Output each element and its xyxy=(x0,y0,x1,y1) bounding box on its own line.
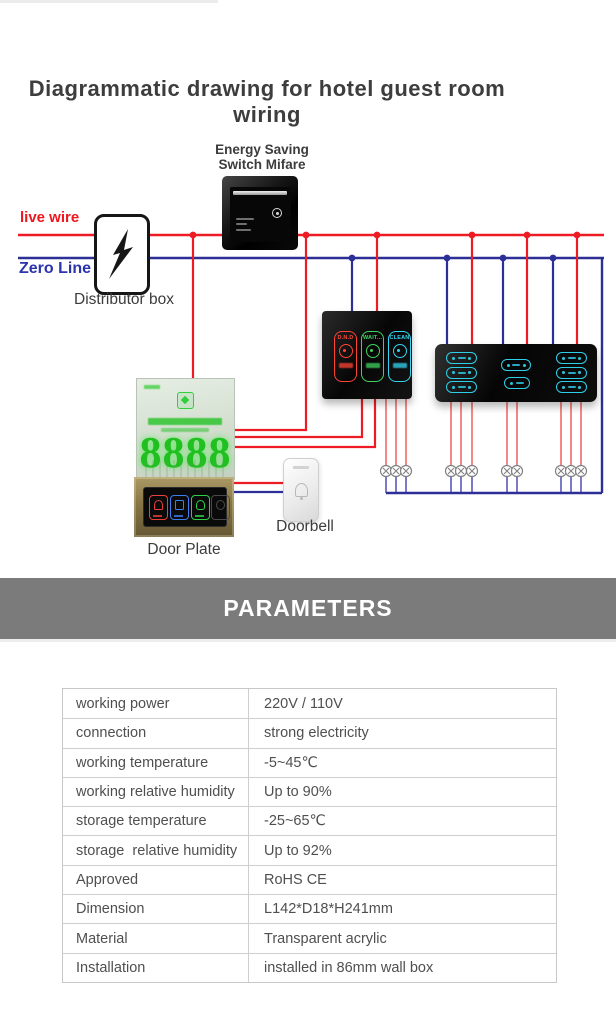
card-icon xyxy=(175,500,184,510)
lightning-bolt-icon xyxy=(107,229,137,281)
ring-icon xyxy=(216,500,225,510)
room-number: 8888 xyxy=(139,428,232,477)
doorbell-device xyxy=(283,458,319,522)
table-row: storage relative humidity Up to 92% xyxy=(63,835,556,864)
light-button xyxy=(446,352,477,364)
card-slot xyxy=(233,191,287,195)
door-plate-acrylic xyxy=(136,378,235,480)
hotel-logo-icon xyxy=(177,392,194,409)
distributor-box xyxy=(94,214,150,295)
light-button xyxy=(446,367,477,379)
lamp-icon xyxy=(272,208,282,218)
dnd-indicator-button xyxy=(149,495,168,520)
live-wire-label: live wire xyxy=(20,209,80,226)
table-row: working relative humidity Up to 90% xyxy=(63,777,556,806)
light-button xyxy=(556,352,587,364)
page-title: Diagrammatic drawing for hotel guest room wiring xyxy=(28,76,506,127)
door-plate-label: Door Plate xyxy=(147,541,221,558)
card-slot-panel xyxy=(230,187,291,242)
light-control-panel xyxy=(435,344,597,402)
parameters-table xyxy=(62,688,557,983)
clean-button: CLEAN xyxy=(388,331,411,382)
doorbell-label: Doorbell xyxy=(276,518,334,535)
corner-mark xyxy=(144,385,160,389)
doorbell-touch-button xyxy=(211,495,230,520)
table-row: Installation installed in 86mm wall box xyxy=(63,953,556,982)
table-row: Approved RoHS CE xyxy=(63,865,556,894)
light-button xyxy=(501,359,531,371)
light-button xyxy=(556,381,587,393)
light-button xyxy=(504,377,530,389)
hotel-name-text xyxy=(148,418,222,425)
table-row: Dimension L142*D18*H241mm xyxy=(63,894,556,923)
table-row: working power 220V / 110V xyxy=(63,689,556,718)
wait-button: WAIT... xyxy=(361,331,384,382)
clean-indicator-button xyxy=(170,495,189,520)
distributor-box-label: Distributor box xyxy=(74,291,174,308)
speaker-slot xyxy=(293,466,309,469)
clock-icon xyxy=(366,344,380,358)
dnd-button: D.N.D xyxy=(334,331,357,382)
bell-icon xyxy=(295,483,308,497)
table-row: working temperature -5~45℃ xyxy=(63,748,556,777)
wait-indicator-button xyxy=(191,495,210,520)
table-row: Material Transparent acrylic xyxy=(63,923,556,952)
parameters-banner-text: PARAMETERS xyxy=(223,595,393,621)
bell-icon xyxy=(154,500,163,510)
light-button xyxy=(556,367,587,379)
zero-line-label: Zero Line xyxy=(19,260,92,277)
energy-saving-switch xyxy=(222,176,298,250)
brush-icon xyxy=(393,344,407,358)
bell-icon xyxy=(339,344,353,358)
door-plate-base xyxy=(134,477,234,537)
parameters-banner xyxy=(0,578,616,639)
door-plate-touch-panel xyxy=(143,487,227,527)
person-icon xyxy=(196,500,205,510)
table-row: connection strong electricity xyxy=(63,718,556,747)
service-status-panel xyxy=(322,311,412,399)
lamp-terminals xyxy=(381,466,587,477)
table-row: storage temperature -25~65℃ xyxy=(63,806,556,835)
energy-switch-label: Energy Saving Switch Mifare xyxy=(215,142,309,172)
light-button xyxy=(446,381,477,393)
